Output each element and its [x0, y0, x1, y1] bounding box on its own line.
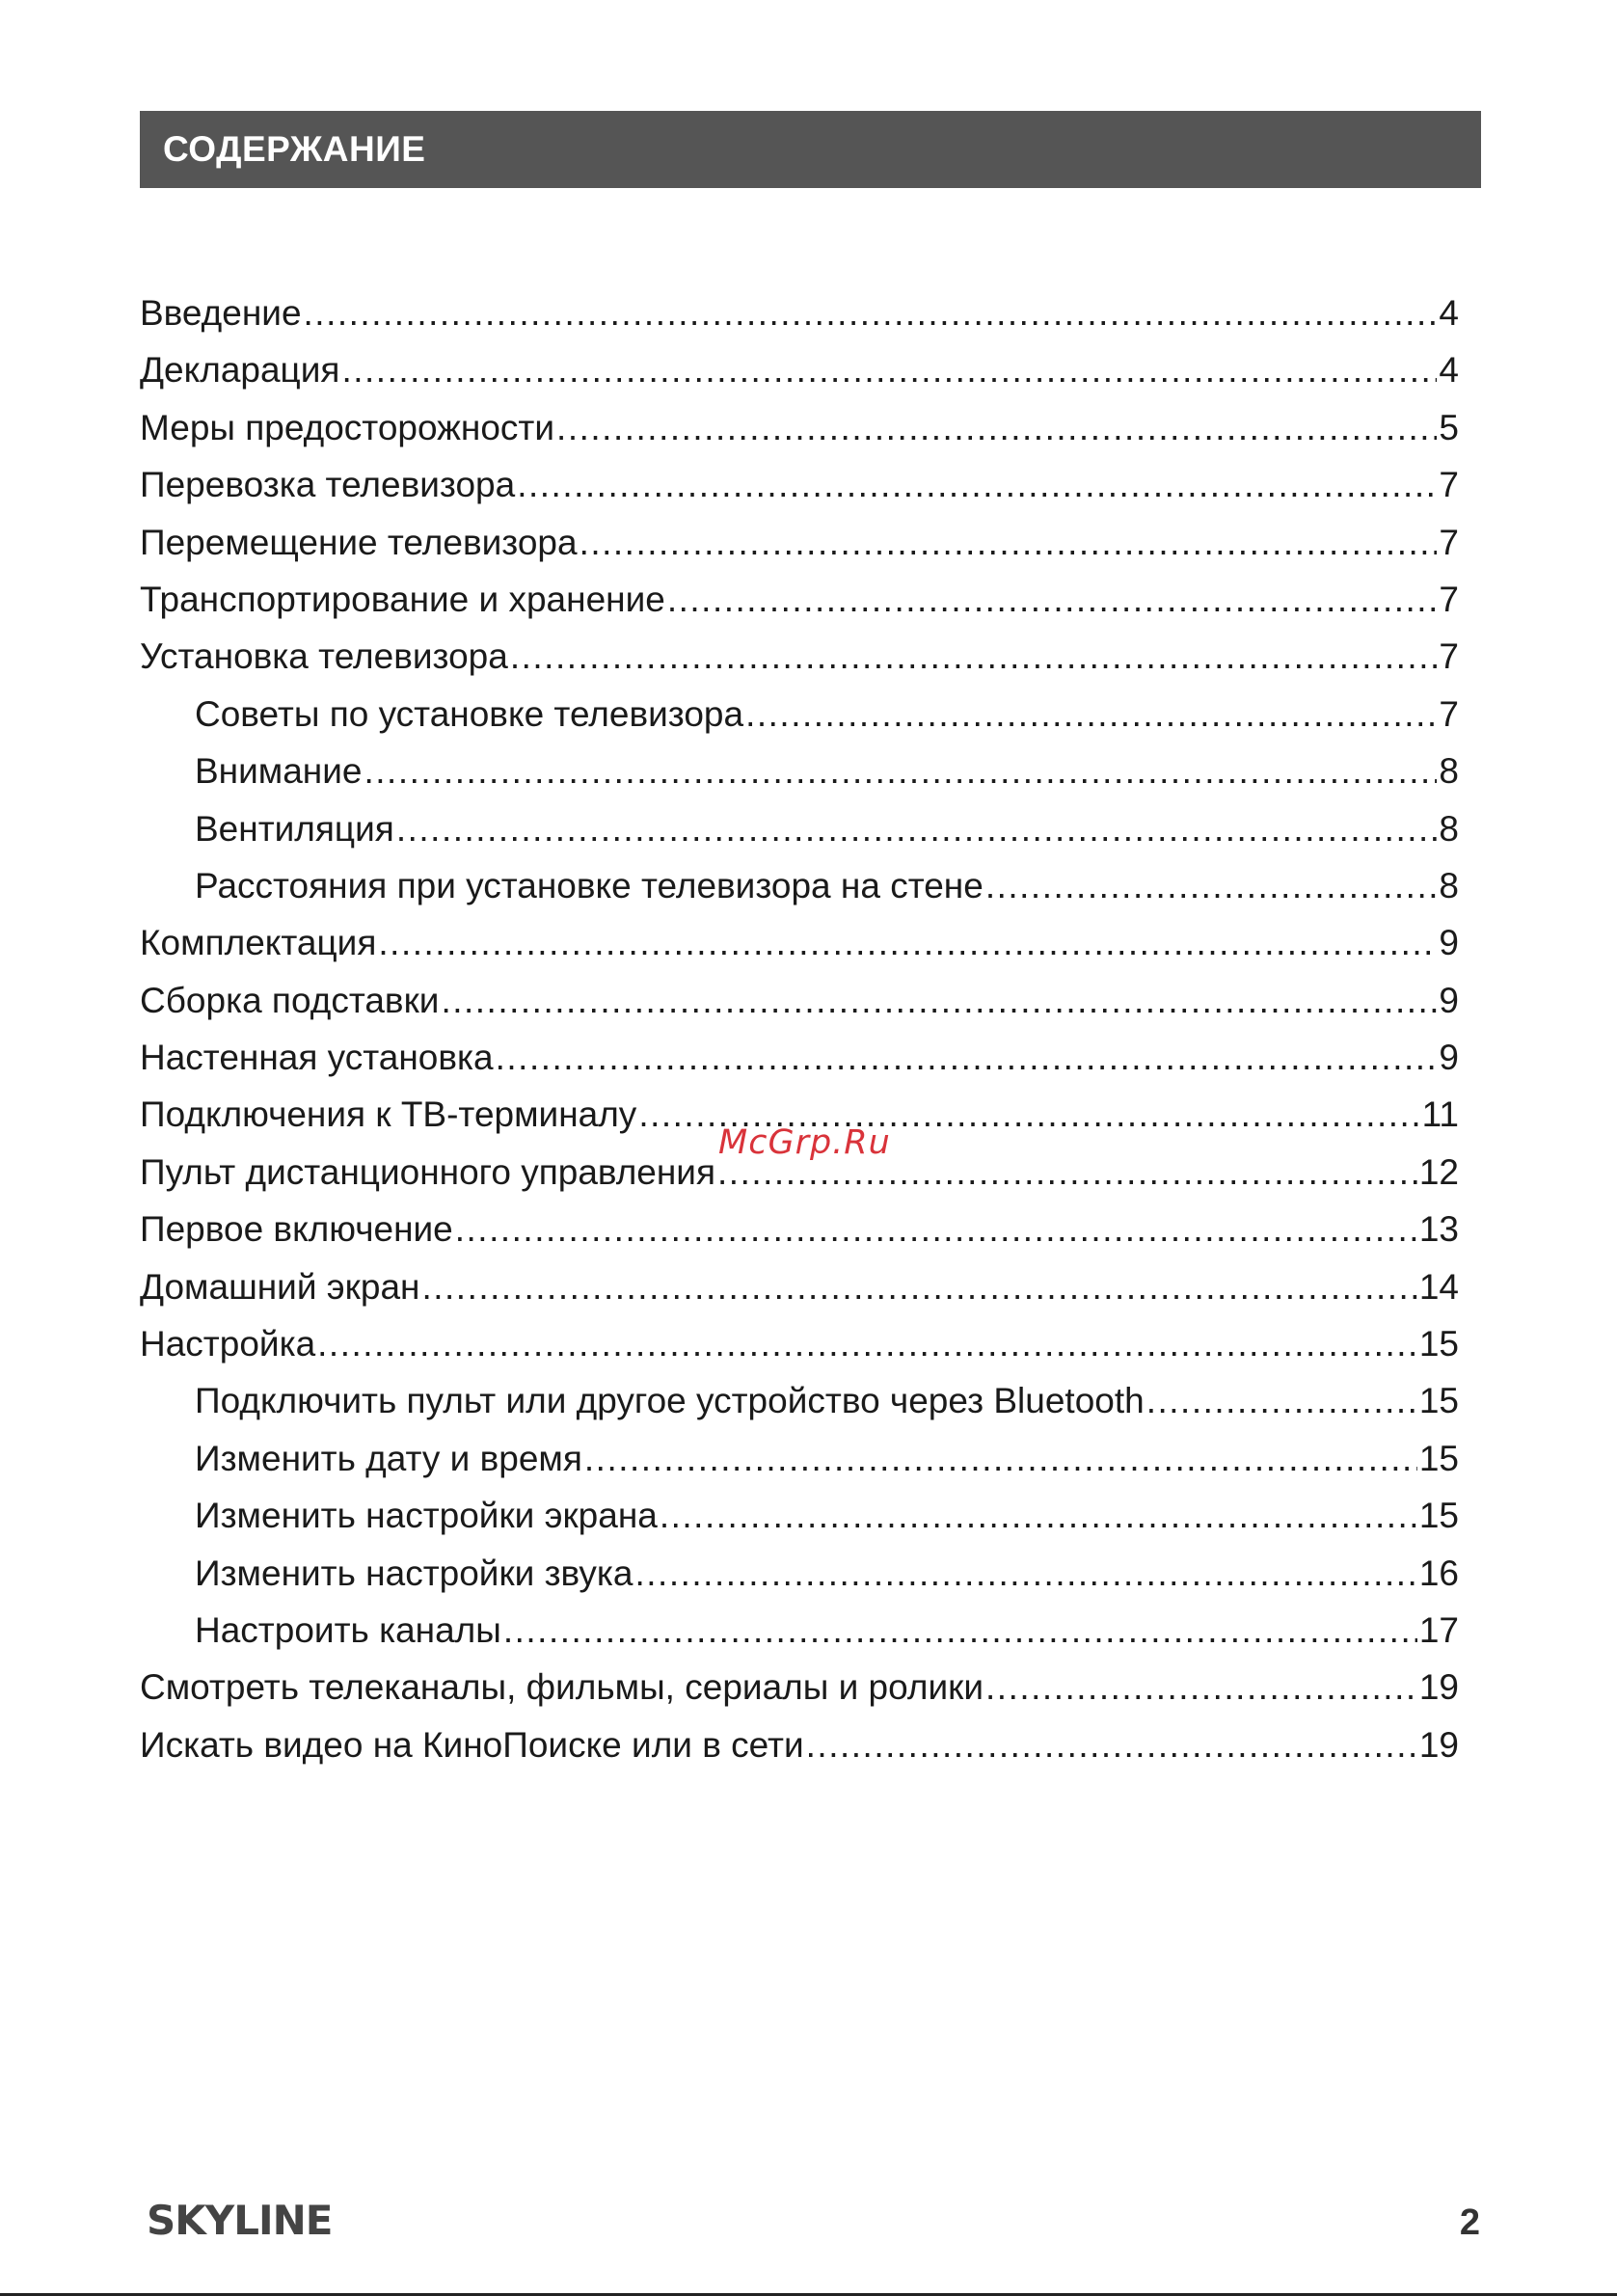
toc-entry[interactable]: [140, 1716, 1459, 1773]
table-of-contents: [140, 284, 1459, 1773]
section-header: [140, 111, 1481, 188]
toc-entry-page: 7: [1439, 693, 1459, 734]
toc-entry-page: 7: [1439, 579, 1459, 619]
dot-leader: [517, 456, 1437, 513]
toc-entry[interactable]: [140, 1602, 1459, 1659]
toc-entry[interactable]: [140, 1487, 1459, 1544]
toc-entry-label: Введение: [140, 293, 302, 333]
toc-entry-label: Расстояния при установке телевизора на стене: [195, 865, 984, 905]
toc-entry-page: 9: [1439, 923, 1459, 963]
toc-entry[interactable]: [140, 1372, 1459, 1429]
toc-entry-page: 8: [1439, 751, 1459, 792]
dot-leader: [317, 1315, 1417, 1372]
dot-leader: [510, 628, 1438, 685]
dot-leader: [584, 1430, 1417, 1487]
toc-entry-page: 4: [1439, 350, 1459, 391]
toc-entry[interactable]: [140, 284, 1459, 341]
toc-entry-label: Настройка: [140, 1324, 316, 1364]
toc-entry-label: Перевозка телевизора: [140, 465, 516, 505]
toc-entry-page: 7: [1439, 522, 1459, 562]
toc-entry-label: Изменить дату и время: [195, 1438, 582, 1478]
toc-entry-page: 19: [1418, 1667, 1459, 1708]
toc-entry-label: Транспортирование и хранение: [140, 579, 665, 619]
toc-entry[interactable]: [140, 514, 1459, 571]
dot-leader: [556, 399, 1437, 456]
toc-entry[interactable]: [140, 1659, 1459, 1715]
toc-entry-page: 11: [1421, 1094, 1459, 1135]
toc-entry-page: 17: [1418, 1609, 1459, 1650]
toc-entry-label: Пульт дистанционного управления: [140, 1151, 716, 1192]
toc-entry-label: Меры предосторожности: [140, 407, 555, 447]
toc-entry-label: Искать видео на КиноПоиске или в сети: [140, 1724, 804, 1765]
toc-entry[interactable]: [140, 628, 1459, 685]
toc-entry-page: 12: [1418, 1151, 1459, 1192]
toc-entry-page: 4: [1439, 293, 1459, 333]
dot-leader: [421, 1258, 1416, 1315]
toc-entry[interactable]: [140, 1430, 1459, 1487]
dot-leader: [985, 1659, 1417, 1715]
dot-leader: [634, 1545, 1416, 1602]
toc-entry-label: Установка телевизора: [140, 636, 508, 677]
toc-entry-page: 7: [1439, 636, 1459, 677]
toc-entry[interactable]: [140, 571, 1459, 628]
toc-entry[interactable]: [140, 456, 1459, 513]
dot-leader: [378, 914, 1437, 971]
toc-entry-page: 8: [1439, 808, 1459, 849]
dot-leader: [806, 1716, 1417, 1773]
toc-entry-label: Советы по установке телевизора: [195, 693, 744, 734]
toc-entry-label: Подключения к ТВ-терминалу: [140, 1094, 637, 1135]
toc-entry[interactable]: [140, 857, 1459, 914]
toc-entry[interactable]: [140, 1029, 1459, 1086]
dot-leader: [441, 972, 1437, 1029]
toc-entry[interactable]: [140, 1545, 1459, 1602]
toc-entry-page: 19: [1418, 1724, 1459, 1765]
toc-entry-label: Настенная установка: [140, 1038, 494, 1078]
toc-entry-page: 13: [1418, 1209, 1459, 1250]
toc-entry-label: Внимание: [195, 751, 363, 792]
section-title: СОДЕРЖАНИЕ: [163, 129, 426, 169]
dot-leader: [579, 514, 1438, 571]
toc-entry-page: 15: [1418, 1438, 1459, 1478]
toc-entry[interactable]: [140, 914, 1459, 971]
toc-entry[interactable]: [140, 1258, 1459, 1315]
toc-entry-label: Домашний экран: [140, 1266, 420, 1307]
toc-entry-label: Комплектация: [140, 923, 377, 963]
toc-entry-page: 9: [1439, 980, 1459, 1020]
dot-leader: [745, 686, 1437, 743]
toc-entry-label: Вентиляция: [195, 808, 394, 849]
toc-entry-page: 15: [1418, 1381, 1459, 1421]
dot-leader: [496, 1029, 1438, 1086]
toc-entry-page: 15: [1418, 1324, 1459, 1364]
toc-entry-page: 14: [1418, 1266, 1459, 1307]
toc-entry[interactable]: [140, 1201, 1459, 1257]
toc-entry[interactable]: [140, 800, 1459, 857]
toc-entry[interactable]: [140, 686, 1459, 743]
toc-entry-label: Декларация: [140, 350, 340, 391]
toc-entry-page: 16: [1418, 1553, 1459, 1593]
dot-leader: [455, 1201, 1417, 1257]
dot-leader: [1146, 1372, 1417, 1429]
toc-entry-label: Изменить настройки экрана: [195, 1496, 658, 1536]
dot-leader: [667, 571, 1438, 628]
dot-leader: [364, 743, 1437, 799]
toc-entry-label: Смотреть телеканалы, фильмы, сериалы и ролики: [140, 1667, 984, 1708]
toc-entry[interactable]: [140, 743, 1459, 799]
toc-entry[interactable]: [140, 1315, 1459, 1372]
toc-entry-label: Подключить пульт или другое устройство через Bluetooth: [195, 1381, 1145, 1421]
toc-entry-label: Изменить настройки звука: [195, 1553, 633, 1593]
toc-entry-page: 5: [1439, 407, 1459, 447]
toc-entry-label: Первое включение: [140, 1209, 453, 1250]
brand-logo: SKYLINE: [147, 2197, 333, 2244]
toc-entry[interactable]: [140, 341, 1459, 398]
dot-leader: [985, 857, 1438, 914]
toc-entry-label: Настроить каналы: [195, 1609, 501, 1650]
dot-leader: [503, 1602, 1417, 1659]
toc-entry-page: 15: [1418, 1496, 1459, 1536]
dot-leader: [304, 284, 1438, 341]
toc-entry-page: 8: [1439, 865, 1459, 905]
watermark: McGrp.Ru: [718, 1123, 891, 1162]
toc-entry-label: Сборка подставки: [140, 980, 440, 1020]
toc-entry-page: 9: [1439, 1038, 1459, 1078]
page-number: 2: [1459, 2202, 1480, 2243]
dot-leader: [396, 800, 1438, 857]
toc-entry-page: 7: [1439, 465, 1459, 505]
dot-leader: [660, 1487, 1417, 1544]
toc-entry[interactable]: [140, 972, 1459, 1029]
dot-leader: [341, 341, 1437, 398]
toc-entry-label: Перемещение телевизора: [140, 522, 578, 562]
toc-entry[interactable]: [140, 399, 1459, 456]
